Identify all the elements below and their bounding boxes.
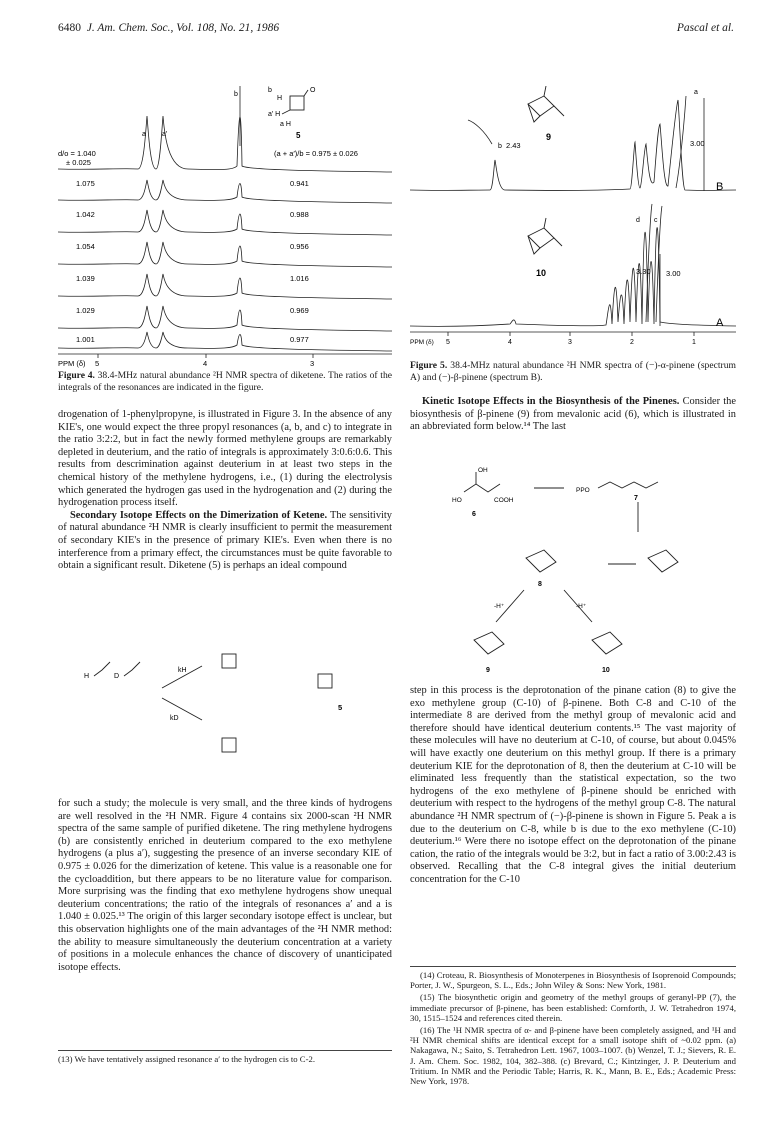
integral-a-value: 3.00	[690, 139, 705, 148]
ketene-left-2	[124, 662, 140, 676]
tick-label-4: 4	[203, 359, 208, 368]
right-ratio-5: 0.969	[290, 306, 309, 315]
peak-a-label: a	[694, 89, 698, 96]
figure-5-caption	[410, 360, 736, 383]
left-ratio-2: 1.042	[76, 210, 95, 219]
scheme-6: 6	[472, 511, 476, 518]
left-column-bottom	[58, 798, 392, 974]
spectrum-B-trace	[410, 100, 736, 190]
mevalonate-chain	[464, 484, 500, 492]
scheme-kD: kD	[170, 715, 179, 722]
left-ratio-title: d/o = 1.040	[58, 149, 96, 158]
figure-4-caption-label: Figure 4.	[58, 370, 95, 381]
scheme-ppo: PPO	[576, 487, 590, 494]
f5-tick-4: 4	[508, 339, 512, 346]
f5-tick-5: 5	[446, 339, 450, 346]
peak-label-a-prime: a′	[162, 131, 168, 138]
spectrum-trace-5	[58, 274, 392, 299]
right-paragraph-1: Consider the biosynthesis of β-pinene (9) from mevalonic acid (6), which is illustrated in an abbreviated form below.¹⁴ The last	[410, 396, 736, 433]
left-ratio-5: 1.029	[76, 306, 95, 315]
scheme-ho: HO	[452, 497, 462, 504]
right-column-top	[410, 396, 736, 434]
peak-label-a: a	[142, 131, 146, 138]
footnote-14: (14) Croteau, R. Biosynthesis of Monoterpenes in Biosynthesis of Isoprenoid Compounds; Porter, J. W., Spurgeon, S. L., Eds.; John Wiley & Sons: New York, 1981.	[410, 970, 736, 991]
left-column-top	[58, 409, 392, 573]
peak-b-label: b	[498, 143, 502, 150]
struct-label-b: b	[268, 87, 272, 94]
figure-4-caption	[58, 370, 392, 393]
pinene-10-ring	[592, 632, 622, 654]
spectrum-trace-7	[58, 332, 392, 351]
right-ratio-4: 1.016	[290, 274, 309, 283]
footnote-15: (15) The biosynthetic origin and geometry of the methyl groups of geranyl-PP (7), the immediate precursor of β-pinene, has been established: Cornforth, J. W. Tetrahedron 1974, 30, 1515–1524 and references cited therein.	[410, 992, 736, 1023]
diketene-bottom	[222, 738, 236, 752]
gpp-chain	[598, 482, 658, 488]
f5-tick-1: 1	[692, 339, 696, 346]
section-heading-pinenes: Kinetic Isotope Effects in the Biosynthesis of the Pinenes.	[422, 396, 680, 407]
scheme-minus-h-left: -H⁺	[494, 603, 505, 610]
left-paragraph-1: drogenation of 1-phenylpropyne, is illustrated in Figure 3. In the absence of any KIE's, one would expect the three propyl resonances (a, b, and c) to integrate in the ratio 3:2:2, but in fact the newly formed methylene groups are remarkably depleted in deuterium, and the ratio of integrals is approximately 3:0.6:0.6. This results from descrimination against deuterium in at least two steps in the chemical history of the methylene hydrogens, i.e., (1) during the electrolysis which generated the hydrogen gas used in the hydrogenation and (2) during the hydrogenation process itself.	[58, 409, 392, 509]
left-paragraph-2: The sensitivity of natural abundance ²H NMR is clearly insufficient to permit the measurement of secondary KIE's in the presence of primary KIE's. Even when there is no interference from a primary effect, the circumstances must be quite favorable to obtain a significant result. Diketene (5) is perhaps an ideal compound	[58, 509, 392, 572]
integral-b-curve	[468, 120, 492, 144]
scheme-10: 10	[602, 667, 610, 674]
spectrum-B-label: B	[716, 181, 724, 193]
scheme-kH: kH	[178, 667, 187, 674]
right-footnotes	[410, 970, 736, 1088]
spectrum-trace-6	[58, 306, 392, 331]
struct-label-o: O	[310, 87, 316, 94]
beta-pinene-structure-9	[528, 86, 564, 122]
spectrum-trace-4	[58, 242, 392, 267]
struct-label-h: H	[277, 95, 283, 102]
ketene-scheme-svg	[58, 646, 398, 796]
f5-tick-2: 2	[630, 339, 634, 346]
left-ratio-1: 1.075	[76, 179, 95, 188]
figure-4	[58, 86, 392, 374]
arrow-kD	[162, 698, 202, 720]
left-paragraph-3: for such a study; the molecule is very small, and the three kinds of hydrogens are well resolved in the ²H NMR. Figure 4 contains six 2000-scan ²H NMR spectra of the same sample of purified diketene. The ring methylene hydrogens (b) are consistently enriched in deuterium compared to the exo methylene hydrogens (a plus a′), suggesting the presence of an inverse secondary KIE of 0.975 ± 0.026 for the dimerization of ketene. This value is a reasonable one for the cycloaddition, but there appears to be no literature value for comparison. More surprising was the finding that exo methylene hydrogens show unequal deuterium concentrations; the ratio of the integrals of resonances a′ and a is 1.040 ± 0.025.¹³ The origin of this larger secondary isotope effect is unclear, but this observation highlights one of the main advantages of the ²H NMR method: the ability to measure simultaneously the deuterium concentration at a variety of positions in a molecule enhances the chance of discovery of unanticipated isotope effects.	[58, 798, 392, 973]
figure-5-caption-label: Figure 5.	[410, 360, 448, 371]
tick-label-3: 3	[310, 359, 315, 368]
pinene-9-ring	[474, 632, 504, 654]
scheme-d-1: D	[114, 673, 120, 680]
right-ratio-title: (a + a′)/b = 0.975 ± 0.026	[274, 149, 358, 158]
precursor-ring	[648, 550, 678, 572]
compound-number: 5	[296, 131, 301, 140]
running-header-authors: Pascal et al.	[676, 22, 734, 34]
figure-5-axis-label: PPM (δ)	[410, 339, 434, 346]
left-ratio-err: ± 0.025	[66, 158, 91, 167]
diketene-top	[222, 654, 236, 668]
running-header-left	[58, 22, 279, 34]
spectrum-A-label: A	[716, 317, 724, 329]
scheme-h-1: H	[84, 673, 90, 680]
footnote-13: (13) We have tentatively assigned resonance a′ to the hydrogen cis to C-2.	[58, 1054, 316, 1064]
right-ratio-3: 0.956	[290, 242, 309, 251]
right-ratio-1: 0.941	[290, 179, 309, 188]
spectrum-trace-2	[58, 180, 392, 203]
spectrum-trace-3	[58, 210, 392, 235]
figure-4-spectra	[58, 86, 392, 374]
scheme-compound-5: 5	[338, 703, 343, 712]
figure-5-spectra	[410, 86, 736, 360]
f5-tick-3: 3	[568, 339, 572, 346]
peak-label-b: b	[234, 91, 238, 98]
page-number: 6480	[58, 22, 81, 34]
scheme-minus-h-right: -H⁺	[576, 603, 587, 610]
spectrum-A-trace	[410, 228, 736, 327]
alpha-pinene-structure-10	[528, 218, 562, 254]
figure-5	[410, 86, 736, 360]
section-heading-ketene: Secondary Isotope Effects on the Dimerization of Ketene.	[70, 509, 328, 521]
right-footnote-rule	[410, 966, 736, 967]
journal-citation: J. Am. Chem. Soc., Vol. 108, No. 21, 1986	[86, 22, 280, 34]
left-footnote-rule	[58, 1050, 392, 1051]
cation-8-ring	[526, 550, 556, 572]
struct-label-a: a H	[280, 121, 291, 128]
left-ratio-3: 1.054	[76, 242, 95, 251]
scheme-8: 8	[538, 581, 542, 588]
figure-4-caption-text: 38.4-MHz natural abundance ²H NMR spectra of diketene. The ratios of the integrals of the resonances are indicated in the figure.	[58, 370, 392, 393]
diketene-right	[318, 674, 332, 688]
scheme-7: 7	[634, 495, 638, 502]
scheme-cooh: COOH	[494, 497, 514, 504]
integral-d-value: 3.30	[636, 267, 651, 276]
integral-a-curve	[676, 96, 686, 188]
compound-10-label: 10	[536, 268, 547, 278]
left-ratio-4: 1.039	[76, 274, 95, 283]
footnote-16: (16) The ¹H NMR spectra of α- and β-pinene have been completely assigned, and ¹H and ²H NMR chemical shifts are identical except for a small isotope shift of ~0.02 ppm. (a) Nakagawa, N.; Saito, S. Tetrahedron Lett. 1967, 1003–1007. (b) Wenzel, T. J.; Sievers, R. E. J. Am. Chem. Soc. 1982, 104, 382–388. (c) Brevard, C.; Kintzinger, J. P. Deuterium and Tritium. In NMR and the Periodic Table; Harris, R. K., Mann, B. E., Eds.; Academic Press: New York, 1978.	[410, 1025, 736, 1087]
peak-d-label: d	[636, 217, 640, 224]
integral-c-value: 3.00	[666, 269, 681, 278]
struct-label-a-prime: a′ H	[268, 111, 281, 118]
integral-b-value: 2.43	[506, 141, 521, 150]
ketene-dimerization-scheme	[58, 646, 398, 796]
right-ratio-2: 0.988	[290, 210, 309, 219]
peak-c-label: c	[654, 217, 658, 224]
pinene-biosynthesis-scheme	[448, 462, 718, 682]
x-axis-label: PPM (δ)	[58, 359, 86, 368]
tick-label-5: 5	[95, 359, 100, 368]
pinene-scheme-svg	[448, 462, 718, 682]
scheme-oh: OH	[478, 467, 488, 474]
right-column-bottom	[410, 685, 736, 887]
right-ratio-6: 0.977	[290, 335, 309, 344]
compound-9-label: 9	[546, 132, 552, 142]
scheme-9: 9	[486, 667, 490, 674]
right-paragraph-2: step in this process is the deprotonation of the pinane cation (8) to give the exo methylene group (C-10) of β-pinene. Both C-8 and C-10 of the intermediate 8 are derived from the methyl group of mevalonic acid and therefore should have identical deuterium contents.¹⁵ The vast majority of these molecules will have no deuterium at C-10, of course, but about 0.045% will have exactly one deuterium on this methyl group. If there is a primary deuterium KIE for the deprotonation of 8, then the deuterium at C-10 will be eliminated less frequently than the statistical expectation, so the two hydrogens of the exo methylene of β-pinene should be enriched with deuterium with respect to the hydrogens of the methyl group C-8. The natural abundance ²H NMR spectrum of (−)-β-pinene is shown in Figure 5. Peak a is due to the deuterium on C-8, while b is due to the exo methylene (C-10) deuterium.¹⁶ Were there no isotope effect on the deprotonation of the pinane cation, the ratio of the integrals would be 3:2, but in fact a ratio of 3.00:2.43 is observed. Recalling that the C-8 integral gives the initial deuterium concentration for the C-10	[410, 685, 736, 885]
diketene-structure-5	[282, 90, 308, 114]
ketene-left-1	[94, 662, 110, 676]
spectrum-trace-1	[58, 116, 392, 172]
left-ratio-6: 1.001	[76, 335, 95, 344]
figure-5-caption-text: 38.4-MHz natural abundance ²H NMR spectra of (−)-α-pinene (spectrum A) and (−)-β-pinene (spectrum B).	[410, 360, 736, 383]
